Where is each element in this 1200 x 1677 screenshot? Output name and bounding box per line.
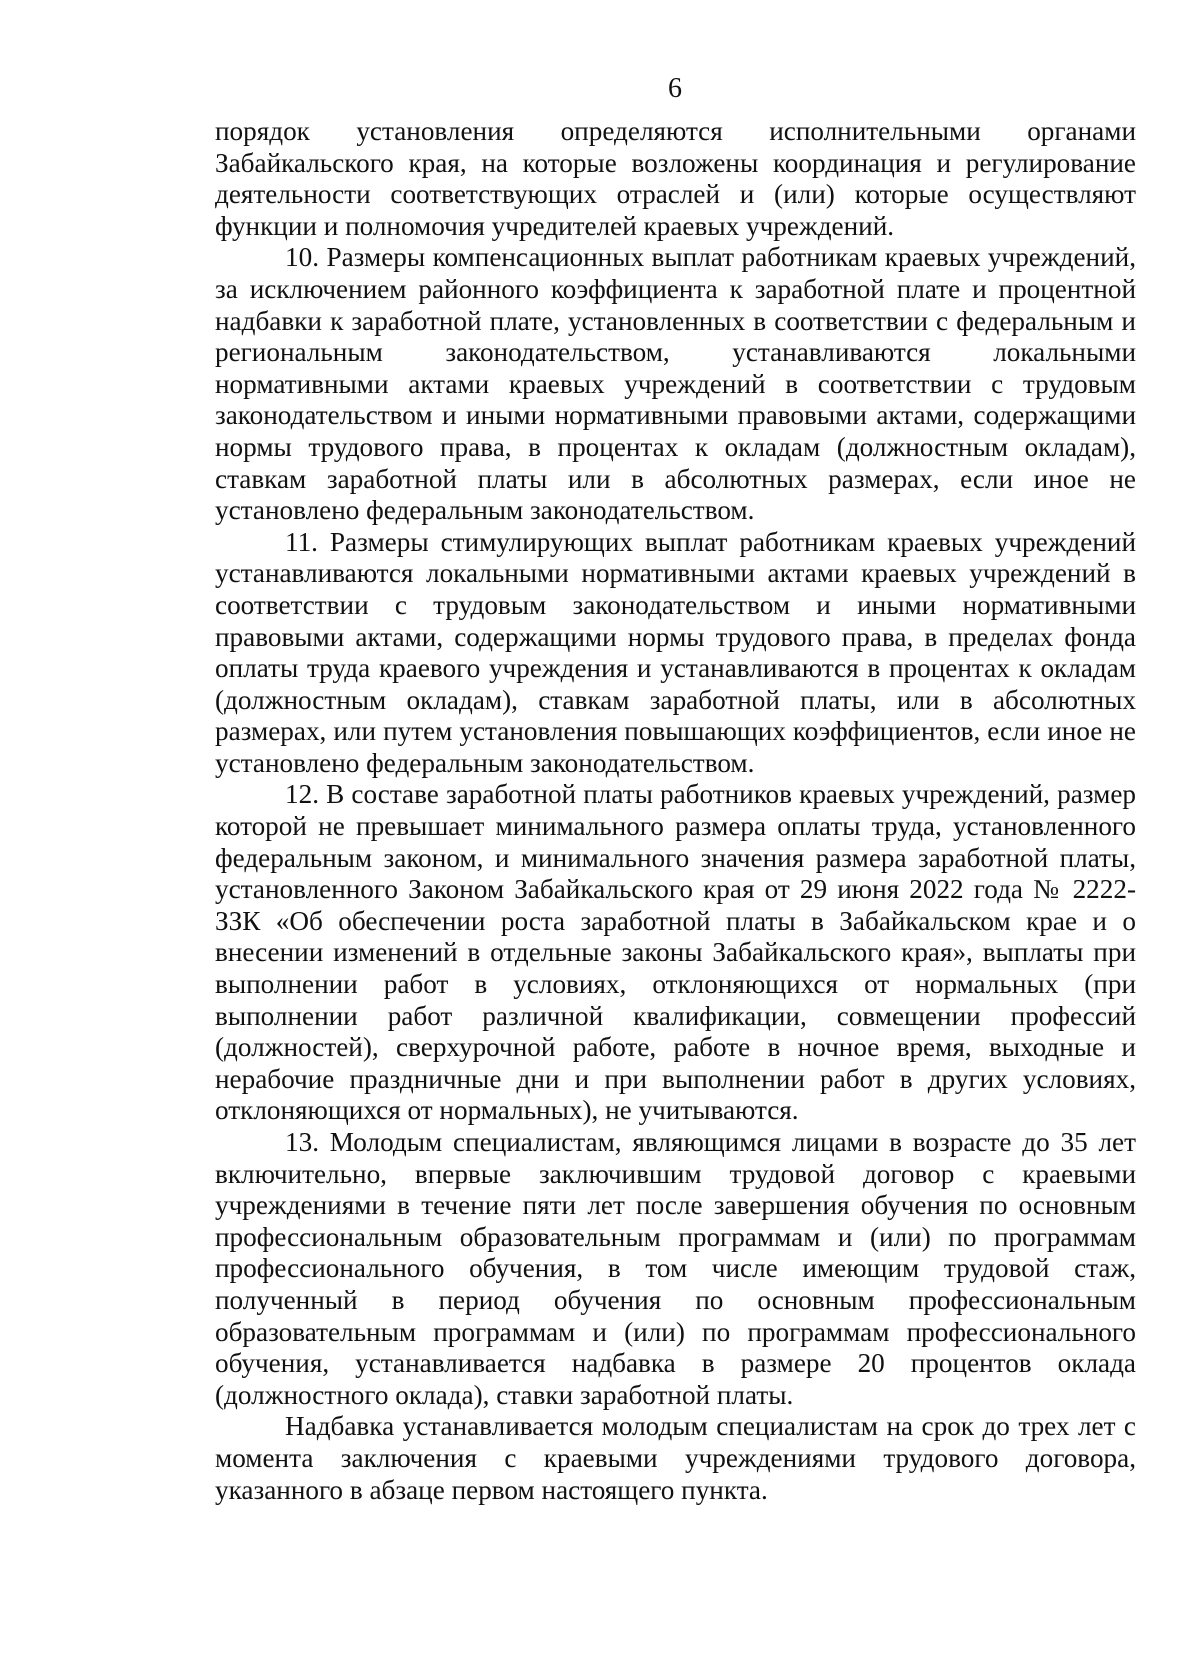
paragraph-continuation: порядок установления определяются исполнительными органами Забайкальского края, на которые возложены координация и регулирование деятельности соответствующих отраслей и (или) которые осуществляют функции и полномочия учредителей краевых учреждений. [215, 116, 1136, 241]
page-number: 6 [668, 73, 682, 104]
paragraph-item-11: 11. Размеры стимулирующих выплат работникам краевых учреждений устанавливаются локальными нормативными актами краевых учреждений в соответствии с трудовым законодательством и иными нормативными правовыми актами, содержащими нормы трудового права, в пределах фонда оплаты труда краевого учреждения и устанавливаются в процентах к окладам (должностным окладам), ставкам заработной платы, или в абсолютных размерах, или путем установления повышающих коэффициентов, если иное не установлено федеральным законодательством. [215, 526, 1136, 778]
paragraph-item-13-second: Надбавка устанавливается молодым специалистам на срок до трех лет с момента заключения с краевыми учреждениями трудового договора, указанного в абзаце первом настоящего пункта. [215, 1411, 1136, 1505]
paragraph-item-13: 13. Молодым специалистам, являющимся лицами в возрасте до 35 лет включительно, впервые заключившим трудовой договор с краевыми учреждениями в течение пяти лет после завершения обучения по основным профессиональным образовательным программам и (или) по программам профессионального обучения, в том числе имеющим трудовой стаж, полученный в период обучения по основным профессиональным образовательным программам и (или) по программам профессионального обучения, устанавливается надбавка в размере 20 процентов оклада (должностного оклада), ставки заработной платы. [215, 1127, 1136, 1410]
paragraph-item-12: 12. В составе заработной платы работников краевых учреждений, размер которой не превышает минимального размера оплаты труда, установленного федеральным законом, и минимального значения размера заработной платы, установленного Законом Забайкальского края от 29 июня 2022 года № 2222-ЗЗК «Об обеспечении роста заработной платы в Забайкальском крае и о внесении изменений в отдельные законы Забайкальского края», выплаты при выполнении работ в условиях, отклоняющихся от нормальных (при выполнении работ различной квалификации, совмещении профессий (должностей), сверхурочной работе, работе в ночное время, выходные и нерабочие праздничные дни и при выполнении работ в других условиях, отклоняющихся от нормальных), не учитываются. [215, 779, 1136, 1126]
document-body [215, 116, 1136, 1506]
paragraph-item-10: 10. Размеры компенсационных выплат работникам краевых учреждений, за исключением районного коэффициента к заработной плате и процентной надбавки к заработной плате, установленных в соответствии с федеральным и региональным законодательством, устанавливаются локальными нормативными актами краевых учреждений в соответствии с трудовым законодательством и иными нормативными правовыми актами, содержащими нормы трудового права, в процентах к окладам (должностным окладам), ставкам заработной платы или в абсолютных размерах, если иное не установлено федеральным законодательством. [215, 242, 1136, 526]
